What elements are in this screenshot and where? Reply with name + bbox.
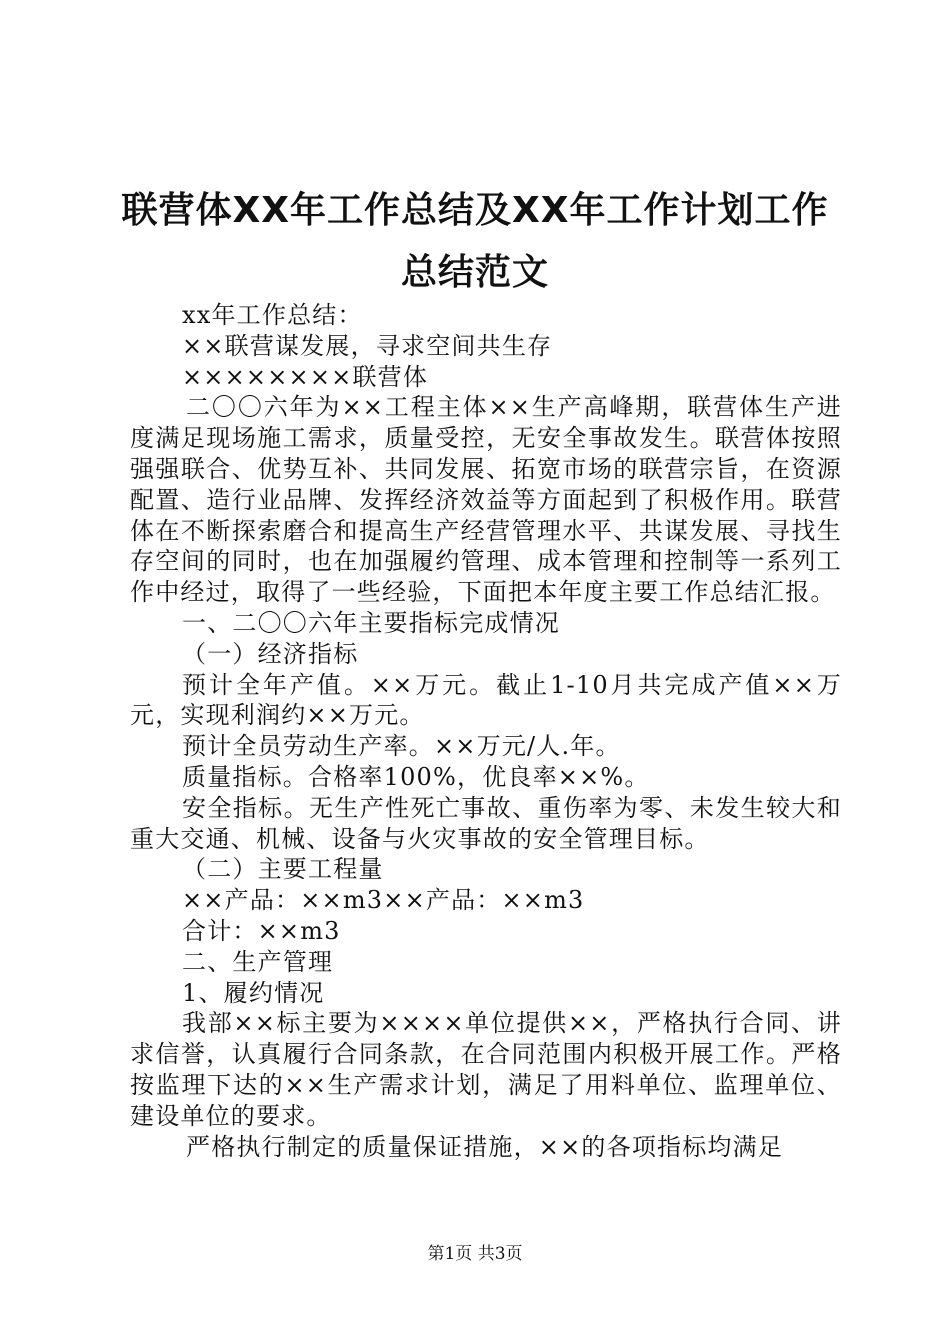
paragraph-summary-heading: xx年工作总结： — [182, 301, 363, 329]
paragraph-safety: 安全指标。无生产性死亡事故、重伤率为零、未发生较大和重大交通、机械、设备与火灾事故的安全管理目标。 — [130, 793, 842, 853]
paragraph-productivity: 预计全员劳动生产率。××万元/人.年。 — [182, 732, 621, 761]
paragraph-products: ××产品：××m3××产品：××m3 — [182, 886, 585, 915]
document-body — [130, 300, 842, 1162]
paragraph-contract-body: 我部××标主要为××××单位提供××，严格执行合同、讲求信誉，认真履行合同条款，在合同范围内积极开展工作。严格按监理下达的××生产需求计划，满足了用料单位、监理单位、建设单位的要求。 — [130, 1009, 842, 1130]
paragraph-total: 合计：××m3 — [182, 916, 341, 945]
paragraph-intro: 二〇〇六年为××工程主体××生产高峰期，联营体生产进度满足现场施工需求，质量受控，无安全事故发生。联营体按照强强联合、优势互补、共同发展、拓宽市场的联营宗旨，在资源配置、造行业品牌、发挥经济效益等方面起到了积极作用。联营体在不断探索磨合和提高生产经营管理水平、共谋发展、寻找生存空间的同时，也在加强履约管理、成本管理和控制等一系列工作中经过，取得了一些经验，下面把本年度主要工作总结汇报。 — [130, 393, 842, 607]
paragraph-organization: ××××××××联营体 — [182, 362, 429, 391]
paragraph-subtitle: ××联营谋发展，寻求空间共生存 — [182, 331, 553, 360]
paragraph-section-2: 二、生产管理 — [182, 947, 334, 976]
page-number-footer: 第1页 共3页 — [427, 1244, 523, 1264]
paragraph-section-1: 一、二〇〇六年主要指标完成情况 — [182, 608, 560, 637]
document-title: 联营体XX年工作总结及XX年工作计划工作总结范文 — [121, 190, 829, 293]
paragraph-quality: 质量指标。合格率100%，优良率××%。 — [182, 762, 650, 791]
paragraph-subsection-economic: （一）经济指标 — [182, 639, 359, 668]
paragraph-quality-measures: 严格执行制定的质量保证措施，××的各项指标均满足 — [186, 1132, 784, 1161]
paragraph-contract-heading: 1、履约情况 — [182, 978, 325, 1007]
paragraph-output-value: 预计全年产值。××万元。截止1-10月共完成产值××万元，实现利润约××万元。 — [130, 670, 842, 730]
paragraph-subsection-quantities: （二）主要工程量 — [182, 855, 384, 884]
